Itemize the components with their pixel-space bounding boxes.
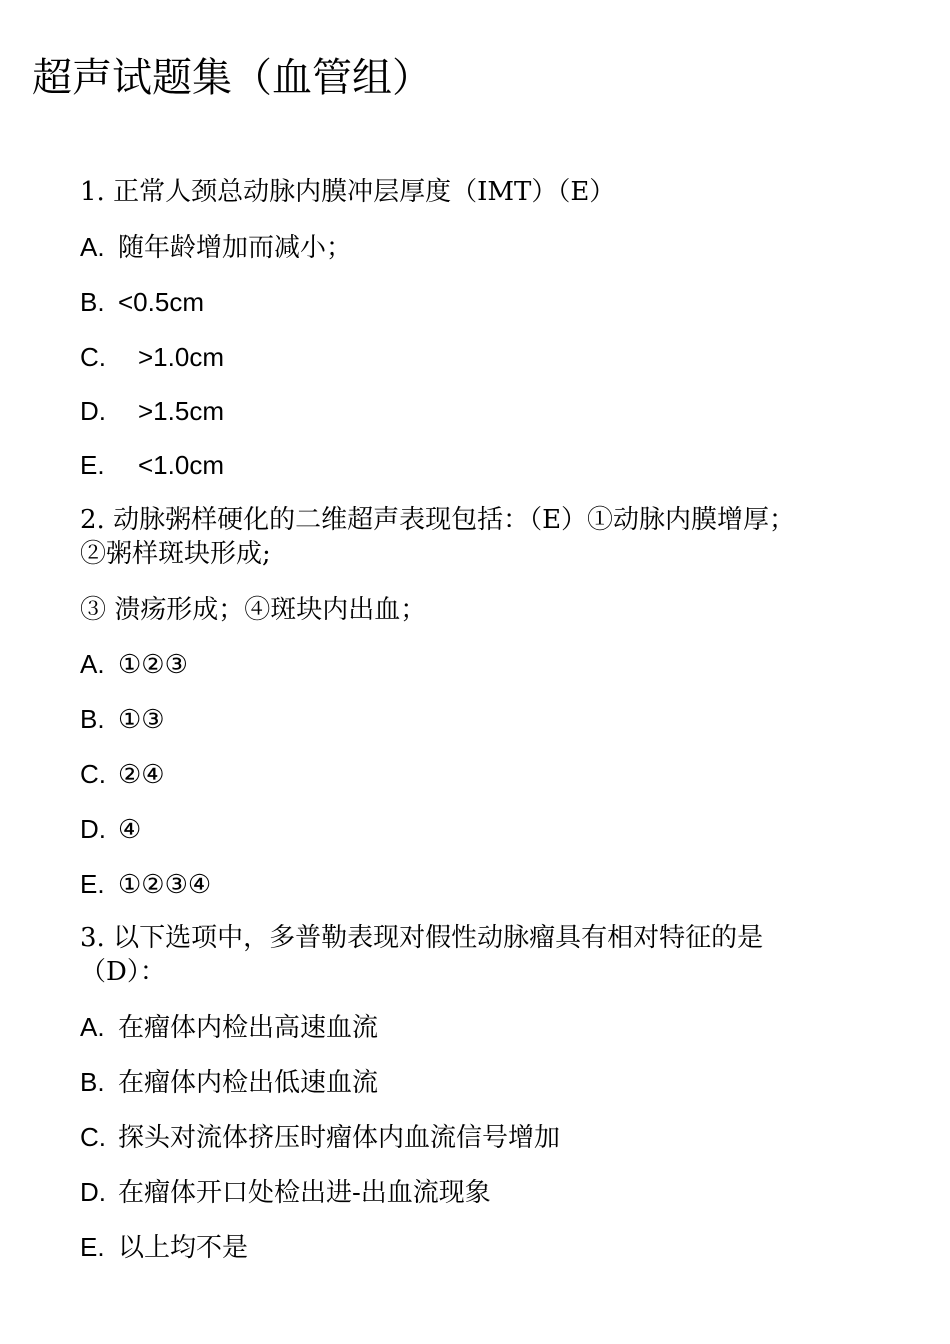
question-3-option-b <box>80 1065 378 1100</box>
question-2-option-b <box>80 702 165 737</box>
option-text: ④ <box>118 815 142 845</box>
option-text: 随年龄增加而减小； <box>118 233 353 263</box>
option-letter: B. <box>80 704 105 734</box>
option-letter: D. <box>80 1177 106 1207</box>
option-letter: C. <box>80 759 106 789</box>
option-letter: B. <box>80 287 105 317</box>
option-text: 在瘤体内检出低速血流 <box>118 1068 379 1098</box>
question-3-option-a <box>80 1010 378 1045</box>
option-text: >1.0cm <box>138 342 224 372</box>
option-text: ①②③ <box>118 650 188 680</box>
question-3-option-c <box>80 1120 560 1155</box>
question-3-option-e <box>80 1230 248 1265</box>
option-letter: A. <box>80 1012 105 1042</box>
question-1-stem <box>80 175 615 209</box>
option-text: ②④ <box>118 760 165 790</box>
question-1-option-d <box>80 394 224 429</box>
question-2-option-a <box>80 647 188 682</box>
option-letter: E. <box>80 869 105 899</box>
question-2-stem <box>80 503 795 537</box>
question-text: ③ 溃疡形成；④斑块内出血； <box>80 595 427 625</box>
question-text: 以下选项中，多普勒表现对假性动脉瘤具有相对特征的是 <box>113 923 764 953</box>
question-1-option-a <box>80 230 352 265</box>
question-3-stem <box>80 921 763 955</box>
question-1-option-b <box>80 285 204 320</box>
option-text: 以上均不是 <box>118 1233 249 1263</box>
option-text: 在瘤体开口处检出进-出血流现象 <box>118 1178 491 1208</box>
option-text: >1.5cm <box>138 396 224 426</box>
option-letter: A. <box>80 232 105 262</box>
option-letter: E. <box>80 450 105 480</box>
option-text: ①③ <box>118 705 165 735</box>
option-text: <1.0cm <box>138 450 224 480</box>
option-letter: A. <box>80 649 105 679</box>
option-text: ①②③④ <box>118 870 212 900</box>
question-2-option-d <box>80 812 141 847</box>
option-text: 在瘤体内检出高速血流 <box>118 1013 379 1043</box>
option-letter: E. <box>80 1232 105 1262</box>
question-3-option-d <box>80 1175 491 1210</box>
document-title: 超声试题集（血管组） <box>32 55 432 101</box>
question-text: 正常人颈总动脉内膜冲层厚度（IMT）（E） <box>113 177 616 207</box>
option-text: 探头对流体挤压时瘤体内血流信号增加 <box>118 1123 561 1153</box>
option-letter: C. <box>80 1122 106 1152</box>
question-number: 1. <box>80 177 105 207</box>
question-text: （D）： <box>80 957 166 987</box>
question-3-stem-continued <box>80 955 166 989</box>
option-text: <0.5cm <box>118 287 204 317</box>
question-2-option-e <box>80 867 211 902</box>
question-1-option-c <box>80 340 224 375</box>
question-1-option-e <box>80 448 224 483</box>
question-2-stem-items <box>80 593 426 627</box>
question-text: 动脉粥样硬化的二维超声表现包括：（E）①动脉内膜增厚； <box>113 505 796 535</box>
question-2-stem-continued <box>80 537 271 571</box>
question-text: ②粥样斑块形成; <box>80 539 271 569</box>
question-2-option-c <box>80 757 165 792</box>
option-letter: D. <box>80 814 106 844</box>
question-number: 3. <box>80 923 105 953</box>
option-letter: C. <box>80 342 106 372</box>
option-letter: D. <box>80 396 106 426</box>
question-number: 2. <box>80 505 105 535</box>
option-letter: B. <box>80 1067 105 1097</box>
